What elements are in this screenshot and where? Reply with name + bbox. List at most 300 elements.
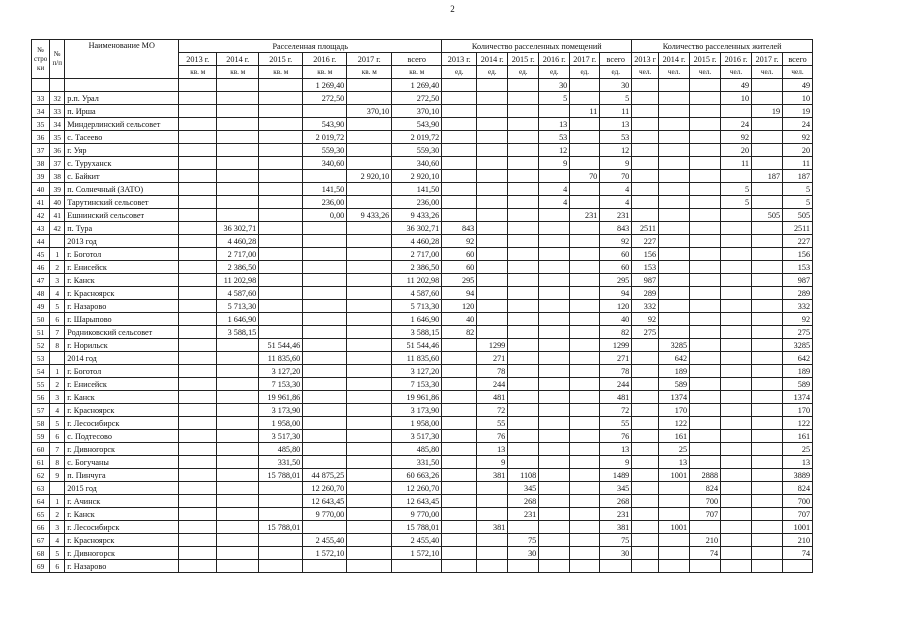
header-pp: № п/п: [50, 40, 65, 79]
table-cell: [570, 118, 600, 131]
table-cell: 153: [632, 261, 659, 274]
table-cell: [303, 378, 347, 391]
table-cell: [259, 274, 303, 287]
table-cell: [508, 391, 539, 404]
table-cell: [477, 508, 508, 521]
table-cell: 7 153,30: [392, 378, 442, 391]
table-cell: [508, 131, 539, 144]
table-cell: 4: [50, 404, 65, 417]
table-cell: 9 433,26: [347, 209, 392, 222]
mo-name-cell: с. Тасеево: [65, 131, 179, 144]
table-cell: 13: [783, 456, 813, 469]
table-cell: [570, 521, 600, 534]
table-cell: [570, 300, 600, 313]
table-cell: [179, 508, 217, 521]
table-cell: 559,30: [392, 144, 442, 157]
table-row: [32, 378, 813, 391]
table-cell: [570, 157, 600, 170]
table-cell: [442, 352, 477, 365]
table-cell: 843: [600, 222, 632, 235]
table-row: [32, 287, 813, 300]
table-cell: [721, 404, 752, 417]
table-cell: [690, 456, 721, 469]
table-cell: 37: [32, 144, 50, 157]
table-cell: 92: [783, 131, 813, 144]
table-cell: [217, 560, 259, 573]
table-cell: [508, 79, 539, 92]
table-cell: [477, 118, 508, 131]
table-cell: 331,50: [259, 456, 303, 469]
table-cell: [347, 534, 392, 547]
table-cell: [659, 300, 690, 313]
table-cell: [632, 92, 659, 105]
table-cell: [508, 235, 539, 248]
table-cell: [442, 508, 477, 521]
table-cell: [442, 131, 477, 144]
table-cell: 5: [539, 92, 570, 105]
table-cell: 2 717,00: [217, 248, 259, 261]
table-cell: 6: [50, 560, 65, 573]
table-cell: 55: [32, 378, 50, 391]
table-cell: [50, 352, 65, 365]
mo-name-cell: п. Пинчуга: [65, 469, 179, 482]
table-cell: [179, 222, 217, 235]
table-cell: 189: [783, 365, 813, 378]
table-cell: [690, 144, 721, 157]
table-cell: 37: [50, 157, 65, 170]
table-cell: [539, 521, 570, 534]
table-cell: [442, 430, 477, 443]
table-cell: [539, 404, 570, 417]
header-unit: чел.: [752, 66, 783, 79]
table-cell: [442, 144, 477, 157]
table-cell: 5: [50, 547, 65, 560]
table-cell: [721, 365, 752, 378]
table-cell: [442, 417, 477, 430]
table-cell: [752, 339, 783, 352]
table-cell: [690, 118, 721, 131]
header-unit: чел.: [659, 66, 690, 79]
table-cell: [259, 79, 303, 92]
table-cell: [477, 547, 508, 560]
table-cell: 2 386,50: [392, 261, 442, 274]
table-cell: 55: [477, 417, 508, 430]
header-year-residents: 2014 г.: [659, 53, 690, 66]
table-cell: [303, 404, 347, 417]
table-cell: [179, 339, 217, 352]
table-cell: [659, 209, 690, 222]
table-cell: 2 717,00: [392, 248, 442, 261]
table-cell: [632, 118, 659, 131]
table-cell: [217, 508, 259, 521]
table-cell: 1 646,90: [392, 313, 442, 326]
table-row: [32, 508, 813, 521]
header-unit: чел.: [632, 66, 659, 79]
table-cell: [570, 378, 600, 391]
table-cell: [508, 560, 539, 573]
table-cell: [632, 157, 659, 170]
table-cell: [347, 118, 392, 131]
table-cell: [303, 456, 347, 469]
table-cell: [303, 235, 347, 248]
table-cell: [477, 170, 508, 183]
mo-name-cell: г. Ачинск: [65, 495, 179, 508]
header-year-residents: 2016 г.: [721, 53, 752, 66]
table-cell: 68: [32, 547, 50, 560]
table-cell: [179, 534, 217, 547]
table-cell: [632, 417, 659, 430]
table-row: [32, 248, 813, 261]
table-cell: [259, 300, 303, 313]
table-cell: [179, 157, 217, 170]
table-cell: 47: [32, 274, 50, 287]
mo-name-cell: п. Тура: [65, 222, 179, 235]
table-cell: 94: [600, 287, 632, 300]
table-cell: [570, 79, 600, 92]
mo-name-cell: г. Лесосибирск: [65, 521, 179, 534]
table-cell: 5: [50, 300, 65, 313]
table-cell: [347, 456, 392, 469]
table-cell: [659, 495, 690, 508]
table-cell: [259, 92, 303, 105]
mo-name-cell: г. Боготол: [65, 248, 179, 261]
table-cell: [477, 209, 508, 222]
table-cell: 332: [632, 300, 659, 313]
mo-name-cell: п. Ирша: [65, 105, 179, 118]
mo-name-cell: р.п. Урал: [65, 92, 179, 105]
table-cell: 236,00: [303, 196, 347, 209]
table-cell: [217, 157, 259, 170]
table-cell: [721, 170, 752, 183]
table-cell: [632, 105, 659, 118]
table-cell: [570, 365, 600, 378]
table-cell: 92: [783, 313, 813, 326]
table-cell: [508, 209, 539, 222]
table-cell: 10: [783, 92, 813, 105]
table-cell: [570, 326, 600, 339]
table-cell: [659, 92, 690, 105]
table-cell: [508, 378, 539, 391]
table-cell: [721, 495, 752, 508]
table-cell: [539, 105, 570, 118]
table-row: [32, 144, 813, 157]
table-cell: [659, 508, 690, 521]
table-cell: [508, 313, 539, 326]
table-cell: [659, 313, 690, 326]
table-cell: 289: [783, 287, 813, 300]
table-cell: 51 544,46: [259, 339, 303, 352]
table-cell: 1: [50, 248, 65, 261]
table-row: [32, 235, 813, 248]
table-cell: [442, 339, 477, 352]
table-cell: [259, 261, 303, 274]
table-cell: 36 302,71: [392, 222, 442, 235]
table-cell: [179, 404, 217, 417]
header-year-area: 2017 г.: [347, 53, 392, 66]
table-cell: 1299: [477, 339, 508, 352]
table-cell: [259, 183, 303, 196]
mo-name-cell: с. Туруханск: [65, 157, 179, 170]
table-row: [32, 495, 813, 508]
table-cell: [442, 404, 477, 417]
table-cell: [303, 105, 347, 118]
table-cell: [570, 560, 600, 573]
table-cell: [508, 170, 539, 183]
table-cell: [259, 131, 303, 144]
table-cell: [347, 508, 392, 521]
table-cell: [690, 417, 721, 430]
table-cell: 60: [600, 261, 632, 274]
table-cell: 19: [783, 105, 813, 118]
table-cell: 1299: [600, 339, 632, 352]
table-cell: 34: [32, 105, 50, 118]
table-cell: [721, 560, 752, 573]
table-cell: [508, 144, 539, 157]
table-cell: 2 920,10: [347, 170, 392, 183]
table-cell: 40: [32, 183, 50, 196]
table-cell: [570, 313, 600, 326]
table-row: [32, 534, 813, 547]
table-cell: 30: [508, 547, 539, 560]
table-cell: [752, 144, 783, 157]
table-cell: 7: [50, 443, 65, 456]
table-cell: 92: [721, 131, 752, 144]
table-cell: [259, 196, 303, 209]
table-cell: [179, 196, 217, 209]
table-cell: [347, 235, 392, 248]
table-cell: 2 019,72: [303, 131, 347, 144]
table-row: [32, 339, 813, 352]
table-row: [32, 469, 813, 482]
table-cell: 63: [32, 482, 50, 495]
table-cell: 11: [600, 105, 632, 118]
table-cell: 700: [690, 495, 721, 508]
table-cell: 67: [32, 534, 50, 547]
table-cell: [659, 248, 690, 261]
table-cell: [752, 248, 783, 261]
table-cell: 64: [32, 495, 50, 508]
table-cell: 2: [50, 261, 65, 274]
table-cell: [539, 560, 570, 573]
table-cell: [690, 391, 721, 404]
table-cell: [303, 365, 347, 378]
table-cell: [259, 482, 303, 495]
table-cell: 505: [783, 209, 813, 222]
table-cell: [179, 378, 217, 391]
table-cell: 9: [600, 456, 632, 469]
table-cell: [659, 326, 690, 339]
header-unit: ед.: [442, 66, 477, 79]
table-cell: 69: [32, 560, 50, 573]
table-cell: [303, 521, 347, 534]
table-cell: [477, 131, 508, 144]
header-year-rooms: 2014 г.: [477, 53, 508, 66]
table-cell: [442, 469, 477, 482]
table-cell: [721, 391, 752, 404]
table-cell: 4: [539, 196, 570, 209]
table-cell: [179, 170, 217, 183]
table-cell: [539, 391, 570, 404]
table-cell: [632, 79, 659, 92]
header-unit: кв. м: [392, 66, 442, 79]
table-cell: [477, 482, 508, 495]
table-cell: 13: [659, 456, 690, 469]
table-cell: [303, 170, 347, 183]
table-row: [32, 157, 813, 170]
table-cell: [217, 92, 259, 105]
table-cell: 5 713,30: [392, 300, 442, 313]
table-cell: [477, 300, 508, 313]
table-cell: 8: [50, 456, 65, 469]
table-cell: [259, 547, 303, 560]
table-cell: [179, 248, 217, 261]
table-cell: 72: [600, 404, 632, 417]
table-cell: [632, 196, 659, 209]
table-cell: [259, 105, 303, 118]
table-cell: 92: [632, 313, 659, 326]
table-cell: 12: [539, 144, 570, 157]
header-year-area: 2013 г.: [179, 53, 217, 66]
table-cell: 2: [50, 378, 65, 391]
table-cell: 1001: [659, 521, 690, 534]
table-cell: 60: [442, 261, 477, 274]
table-cell: 32: [50, 92, 65, 105]
table-cell: 332: [783, 300, 813, 313]
table-cell: [347, 521, 392, 534]
table-cell: 39: [32, 170, 50, 183]
table-cell: 505: [752, 209, 783, 222]
table-cell: [508, 417, 539, 430]
table-cell: [752, 326, 783, 339]
table-cell: [752, 287, 783, 300]
table-cell: [442, 157, 477, 170]
table-cell: [477, 196, 508, 209]
table-cell: [477, 274, 508, 287]
table-cell: [752, 391, 783, 404]
table-cell: [347, 495, 392, 508]
table-cell: [347, 157, 392, 170]
table-cell: [179, 352, 217, 365]
table-cell: [659, 235, 690, 248]
table-cell: [632, 560, 659, 573]
table-cell: [539, 326, 570, 339]
table-cell: 161: [783, 430, 813, 443]
table-cell: [179, 417, 217, 430]
table-cell: 345: [508, 482, 539, 495]
table-cell: [508, 365, 539, 378]
table-cell: 15 788,01: [259, 521, 303, 534]
table-cell: [632, 495, 659, 508]
mo-name-cell: Ешнинский сельсовет: [65, 209, 179, 222]
table-cell: [477, 183, 508, 196]
table-cell: [217, 430, 259, 443]
table-cell: 7 153,30: [259, 378, 303, 391]
table-cell: 4: [600, 183, 632, 196]
header-year-area: 2015 г.: [259, 53, 303, 66]
table-cell: [570, 456, 600, 469]
table-cell: [632, 378, 659, 391]
table-cell: 48: [32, 287, 50, 300]
table-cell: [721, 430, 752, 443]
table-cell: 340,60: [303, 157, 347, 170]
table-cell: [347, 469, 392, 482]
table-cell: [752, 430, 783, 443]
table-cell: 3: [50, 274, 65, 287]
table-cell: [659, 534, 690, 547]
table-cell: [442, 495, 477, 508]
table-cell: [508, 105, 539, 118]
table-cell: [632, 339, 659, 352]
table-cell: [690, 235, 721, 248]
table-cell: 13: [477, 443, 508, 456]
table-cell: [539, 443, 570, 456]
table-cell: [259, 222, 303, 235]
table-cell: [303, 443, 347, 456]
table-cell: [303, 300, 347, 313]
table-cell: [570, 443, 600, 456]
mo-name-cell: г. Норильск: [65, 339, 179, 352]
table-cell: 62: [32, 469, 50, 482]
table-cell: 824: [690, 482, 721, 495]
table-cell: [690, 157, 721, 170]
table-cell: 53: [539, 131, 570, 144]
table-cell: [259, 313, 303, 326]
mo-name-cell: г. Красноярск: [65, 404, 179, 417]
table-cell: [347, 365, 392, 378]
table-cell: [303, 430, 347, 443]
table-cell: [347, 261, 392, 274]
table-cell: [217, 144, 259, 157]
table-cell: [347, 339, 392, 352]
table-cell: [259, 157, 303, 170]
table-cell: 3 588,15: [392, 326, 442, 339]
table-cell: 33: [50, 105, 65, 118]
table-cell: [347, 352, 392, 365]
table-cell: [477, 495, 508, 508]
table-cell: 12 643,45: [392, 495, 442, 508]
header-group-rooms: Количество расселенных помещений: [442, 40, 632, 53]
table-cell: [752, 79, 783, 92]
table-cell: 345: [600, 482, 632, 495]
table-cell: 210: [690, 534, 721, 547]
table-cell: [259, 287, 303, 300]
table-cell: [632, 430, 659, 443]
table-cell: 289: [632, 287, 659, 300]
table-cell: 381: [477, 521, 508, 534]
header-unit: ед.: [570, 66, 600, 79]
table-cell: [217, 183, 259, 196]
table-cell: [217, 131, 259, 144]
table-cell: 9 770,00: [303, 508, 347, 521]
table-cell: 19 961,86: [259, 391, 303, 404]
table-cell: 271: [477, 352, 508, 365]
table-cell: 65: [32, 508, 50, 521]
header-year-area: всего: [392, 53, 442, 66]
table-row: [32, 209, 813, 222]
table-cell: [477, 326, 508, 339]
table-cell: [752, 547, 783, 560]
table-cell: [570, 183, 600, 196]
table-cell: [690, 300, 721, 313]
table-cell: [539, 261, 570, 274]
table-cell: 1489: [600, 469, 632, 482]
table-cell: [347, 92, 392, 105]
table-cell: [690, 274, 721, 287]
table-cell: [659, 547, 690, 560]
table-cell: 53: [32, 352, 50, 365]
table-cell: [752, 131, 783, 144]
table-cell: 381: [477, 469, 508, 482]
